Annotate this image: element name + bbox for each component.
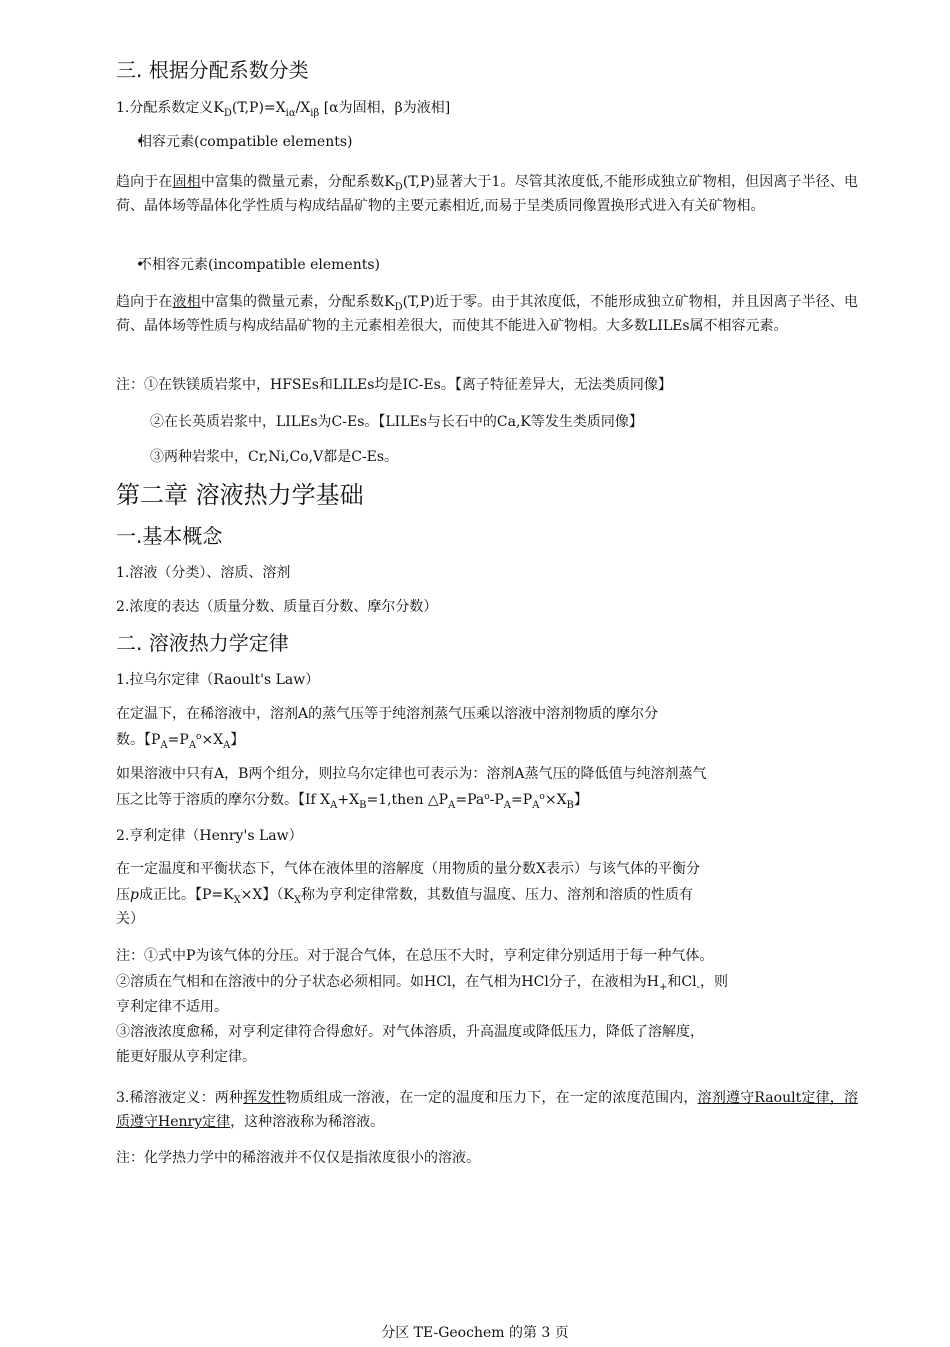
raoult-line-4: 压之比等于溶质的摩尔分数。【If $X_A+X_B=1,then$ $\triangle P_A=Pa^o-P_A=P_A^o\times X_B$】	[116, 792, 588, 811]
henry-title: 2.亨利定律（Henry's Law）	[116, 828, 303, 844]
henry-note-3: 亨利定律不适用。	[116, 999, 228, 1015]
paragraph-compatible: 趋向于在固相中富集的微量元素，分配系数$K_D(T,P)$显著大于1。尽管其浓度低,不能形成独立矿物相，但因离子半径、电荷、晶体场等晶体化学性质与构成结晶矿物的主要元素相近,而易于呈类质同像置换形式进入有关矿物相。	[116, 174, 859, 214]
section-title-partition: 三. 根据分配系数分类	[116, 58, 309, 82]
henry-note-2: ②溶质在气相和在溶液中的分子状态必须相同。如HCl，在气相为HCl分子，在液相为$H_+$和$Cl_-$，则	[116, 974, 728, 993]
henry-line-1: 在一定温度和平衡状态下，气体在液体里的溶解度（用物质的量分数X表示）与该气体的平衡分	[116, 861, 700, 877]
raoult-line-1: 在定温下，在稀溶液中，溶剂A的蒸气压等于纯溶剂蒸气压乘以溶液中溶剂物质的摩尔分	[116, 706, 659, 722]
section-title-basic: 一.基本概念	[116, 524, 223, 548]
note-line-3: ③两种岩浆中，Cr,Ni,Co,V都是C-Es。	[150, 449, 399, 465]
dilute-solution-definition: 3.稀溶液定义：两种挥发性物质组成一溶液，在一定的温度和压力下，在一定的浓度范围内，溶剂遵守Raoult定律，溶质遵守Henry定律，这种溶液称为稀溶液。	[116, 1090, 858, 1130]
raoult-line-2: 数。【$P_A=P_A^o\times X_A$】	[116, 732, 245, 751]
henry-line-3: 关）	[116, 911, 144, 927]
paragraph-incompatible: 趋向于在液相中富集的微量元素，分配系数$K_D(T,P)$近于零。由于其浓度低，不能形成独立矿物相，并且因离子半径、电荷、晶体场等性质与构成结晶矿物的主元素相差很大，而使其不能进入矿物相。大多数LILEs属不相容元素。	[116, 294, 859, 334]
section-title-laws: 二. 溶液热力学定律	[116, 631, 289, 655]
raoult-line-3: 如果溶液中只有A，B两个组分，则拉乌尔定律也可表示为：溶剂A蒸气压的降低值与纯溶剂蒸气	[116, 766, 707, 782]
list-item: 2.浓度的表达（质量分数、质量百分数、摩尔分数）	[116, 599, 438, 615]
henry-note-4: ③溶液浓度愈稀，对亨利定律符合得愈好。对气体溶质，升高温度或降低压力，降低了溶解度，	[116, 1024, 704, 1040]
henry-line-2: 压p成正比。【$P=K_X\times X$】（$K_X$称为亨利定律常数，其数值与温度、压力、溶剂和溶质的性质有	[116, 887, 693, 906]
definition-line: 1.分配系数定义$K_D(T,P)=X_{i\alpha}/X_{i\beta}$ [α为固相，β为液相]	[116, 100, 451, 119]
bullet-compatible: • 相容元素(compatible elements)	[116, 130, 880, 154]
raoult-title: 1.拉乌尔定律（Raoult's Law）	[116, 672, 320, 688]
note-line-2: ②在长英质岩浆中，LILEs为C-Es。【LILEs与长石中的Ca,K等发生类质同像】	[150, 414, 643, 430]
bullet-incompatible: • 不相容元素(incompatible elements)	[116, 253, 880, 277]
henry-note-1: 注：①式中P为该气体的分压。对于混合气体，在总压不大时，亨利定律分别适用于每一种气体。	[116, 948, 714, 964]
list-item: 1.溶液（分类）、溶质、溶剂	[116, 565, 291, 581]
chapter-title: 第二章 溶液热力学基础	[116, 481, 364, 509]
dilute-note: 注：化学热力学中的稀溶液并不仅仅是指浓度很小的溶液。	[116, 1150, 480, 1166]
page-footer: 分区 TE-Geochem 的第 3 页	[381, 1325, 569, 1341]
note-line-1: 注：①在铁镁质岩浆中，HFSEs和LILEs均是IC-Es。【离子特征差异大，无法类质同像】	[116, 377, 672, 393]
henry-note-5: 能更好服从亨利定律。	[116, 1049, 256, 1065]
